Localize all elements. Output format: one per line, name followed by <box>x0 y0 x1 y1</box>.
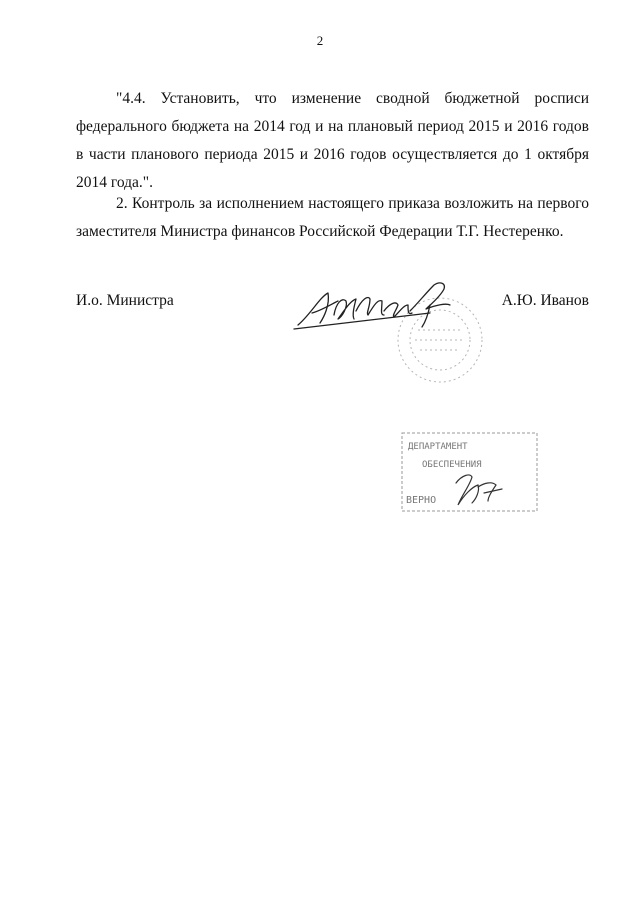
paragraph-line: в части планового периода 2015 и 2016 годов осуществляется до 1 октября <box>76 146 589 163</box>
signer-name: А.Ю. Иванов <box>501 292 589 309</box>
paragraph-line: федерального бюджета на 2014 год и на плановый период 2015 и 2016 годов <box>76 118 589 135</box>
stamp-initials <box>456 475 502 505</box>
page-number: 2 <box>316 33 324 48</box>
paragraph-control <box>76 190 589 246</box>
stamp-line-2: ОБЕСПЕЧЕНИЯ <box>422 460 482 470</box>
signer-role: И.о. Министра <box>76 292 174 309</box>
signature-row <box>76 292 589 322</box>
paragraph-line: 2. Контроль за исполнением настоящего приказа возложить на первого <box>116 195 589 212</box>
certification-stamp <box>392 425 542 525</box>
paragraph-line: 2014 года.". <box>76 174 153 191</box>
paragraph-4-4 <box>76 85 589 197</box>
stamp-word-verno: ВЕРНО <box>406 495 437 506</box>
stamp-line-1: ДЕПАРТАМЕНТ <box>408 442 468 452</box>
paragraph-line: "4.4. Установить, что изменение сводной бюджетной росписи <box>116 90 589 107</box>
paragraph-line: заместителя Министра финансов Российской Федерации Т.Г. Нестеренко. <box>76 223 564 240</box>
